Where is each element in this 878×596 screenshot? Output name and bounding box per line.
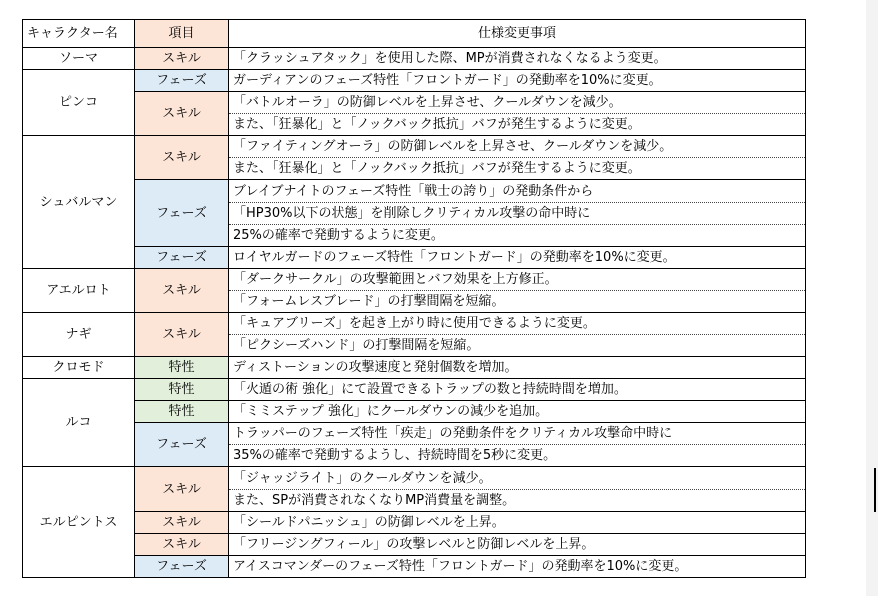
item-cell: フェーズ bbox=[135, 180, 229, 246]
change-cell: 「フリージングフィール」の攻撃レベルと防御レベルを上昇。 bbox=[229, 533, 806, 555]
table-row bbox=[23, 92, 806, 114]
change-cell: 35%の確率で発動するようし、持続時間を5秒に変更。 bbox=[229, 445, 806, 467]
table-row bbox=[23, 268, 806, 290]
item-cell: フェーズ bbox=[135, 423, 229, 467]
text-cursor-mark bbox=[874, 468, 876, 512]
item-cell: スキル bbox=[135, 467, 229, 511]
character-name: ソーマ bbox=[23, 48, 135, 70]
item-cell: スキル bbox=[135, 533, 229, 555]
table-row bbox=[23, 312, 806, 334]
header-change: 仕様変更事項 bbox=[229, 20, 806, 48]
table-row bbox=[23, 180, 806, 202]
character-name: アエルロト bbox=[23, 268, 135, 312]
change-cell: 「キュアブリーズ」を起き上がり時に使用できるように変更。 bbox=[229, 312, 806, 334]
item-cell: フェーズ bbox=[135, 246, 229, 268]
character-name: ナギ bbox=[23, 312, 135, 356]
table-row bbox=[23, 467, 806, 489]
item-cell: 特性 bbox=[135, 401, 229, 423]
change-cell: 「バトルオーラ」の防御レベルを上昇させ、クールダウンを減少。 bbox=[229, 92, 806, 114]
change-cell: ロイヤルガードのフェーズ特性「フロントガード」の発動率を10%に変更。 bbox=[229, 246, 806, 268]
change-cell: ブレイブナイトのフェーズ特性「戦士の誇り」の発動条件から bbox=[229, 180, 806, 202]
character-name: エルピントス bbox=[23, 467, 135, 578]
change-cell: また、「狂暴化」と「ノックバック抵抗」バフが発生するように変更。 bbox=[229, 114, 806, 136]
character-name: ルコ bbox=[23, 379, 135, 467]
table-row bbox=[23, 70, 806, 92]
change-cell: 「ジャッジライト」のクールダウンを減少。 bbox=[229, 467, 806, 489]
item-cell: 特性 bbox=[135, 357, 229, 379]
change-cell: 「ピクシーズハンド」の打撃間隔を短縮。 bbox=[229, 335, 806, 357]
window-edge-strip bbox=[866, 0, 878, 596]
item-cell: スキル bbox=[135, 92, 229, 136]
spec-change-table bbox=[22, 19, 806, 578]
change-cell: 「シールドパニッシュ」の防御レベルを上昇。 bbox=[229, 511, 806, 533]
header-character-name: キャラクター名 bbox=[23, 20, 135, 48]
item-cell: 特性 bbox=[135, 379, 229, 401]
table-row bbox=[23, 423, 806, 445]
character-name: ピンコ bbox=[23, 70, 135, 136]
change-cell: 「ファイティングオーラ」の防御レベルを上昇させ、クールダウンを減少。 bbox=[229, 136, 806, 158]
table-row bbox=[23, 401, 806, 423]
table-row bbox=[23, 555, 806, 577]
item-cell: スキル bbox=[135, 48, 229, 70]
change-cell: 「HP30%以下の状態」を削除しクリティカル攻撃の命中時に bbox=[229, 202, 806, 224]
table-row bbox=[23, 136, 806, 158]
change-cell: アイスコマンダーのフェーズ特性「フロントガード」の発動率を10%に変更。 bbox=[229, 555, 806, 577]
change-cell: 25%の確率で発動するように変更。 bbox=[229, 224, 806, 246]
character-name: シュバルマン bbox=[23, 136, 135, 268]
item-cell: フェーズ bbox=[135, 555, 229, 577]
item-cell: スキル bbox=[135, 312, 229, 356]
change-cell: トラッパーのフェーズ特性「疾走」の発動条件をクリティカル攻撃命中時に bbox=[229, 423, 806, 445]
header-item: 項目 bbox=[135, 20, 229, 48]
table-row bbox=[23, 379, 806, 401]
item-cell: スキル bbox=[135, 136, 229, 180]
change-cell: ディストーションの攻撃速度と発射個数を増加。 bbox=[229, 357, 806, 379]
character-name: クロモド bbox=[23, 357, 135, 379]
table-row bbox=[23, 246, 806, 268]
change-cell: また、SPが消費されなくなりMP消費量を調整。 bbox=[229, 489, 806, 511]
change-cell: 「火遁の術 強化」にて設置できるトラップの数と持続時間を増加。 bbox=[229, 379, 806, 401]
table-row bbox=[23, 357, 806, 379]
table-row bbox=[23, 511, 806, 533]
change-cell: 「ダークサークル」の攻撃範囲とバフ効果を上方修正。 bbox=[229, 268, 806, 290]
change-cell: また、「狂暴化」と「ノックバック抵抗」バフが発生するように変更。 bbox=[229, 158, 806, 180]
table-row bbox=[23, 48, 806, 70]
item-cell: スキル bbox=[135, 268, 229, 312]
item-cell: フェーズ bbox=[135, 70, 229, 92]
change-cell: ガーディアンのフェーズ特性「フロントガード」の発動率を10%に変更。 bbox=[229, 70, 806, 92]
header-row bbox=[23, 20, 806, 48]
change-cell: 「ミミステップ 強化」にクールダウンの減少を追加。 bbox=[229, 401, 806, 423]
change-cell: 「クラッシュアタック」を使用した際、MPが消費されなくなるよう変更。 bbox=[229, 48, 806, 70]
change-cell: 「フォームレスブレード」の打撃間隔を短縮。 bbox=[229, 290, 806, 312]
item-cell: スキル bbox=[135, 511, 229, 533]
table-row bbox=[23, 533, 806, 555]
